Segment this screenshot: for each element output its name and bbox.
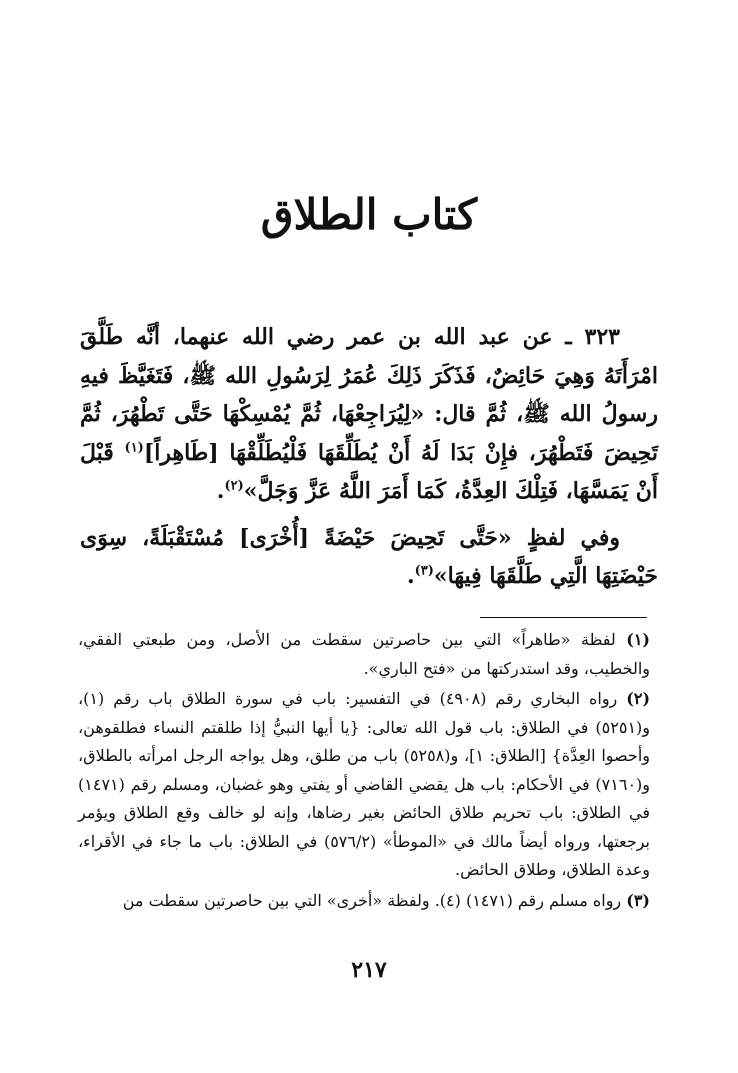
footnote-text: رواه مسلم رقم (١٤٧١) (٤). ولفظة «أخرى» التي بين حاصرتين سقطت من (122, 890, 622, 910)
footnote-reference: (٣) (414, 563, 434, 579)
hadith-paragraph-text-end: قَبْلَ أَنْ يَمَسَّهَا، فَتِلْكَ العِدَّةُ، كَمَا أَمَرَ اللَّهُ عَزَّ وَجَلَّ» (80, 439, 658, 504)
chapter-title: كتاب الطلاق (260, 190, 478, 239)
footnote-item (78, 685, 650, 885)
hadith-text (80, 318, 658, 596)
footnote-divider (480, 617, 647, 618)
footnote-reference: (١) (124, 440, 144, 456)
footnote-text: لفظة «طاهراً» التي بين حاصرتين سقطت من الأصل، ومن طبعتي الفقي، والخطيب، وقد استدركتها من «فتح الباري». (78, 630, 650, 678)
hadith-variant-close: . (406, 563, 415, 589)
footnotes (78, 626, 650, 915)
hadith-paragraph-text: ٣٢٣ ـ عن عبد الله بن عمر رضي الله عنهما، أنَّه طَلَّقَ امْرَأَتَهُ وَهِيَ حَائِضٌ، فَذَكَرَ ذَلِكَ عُمَرُ لِرَسُولِ الله ﷺ، فَتَغَيَّظَ فيهِ رسولُ الله ﷺ، ثُمَّ قال: «لِيُرَاجِعْهَا، ثُمَّ يُمْسِكْهَا حَتَّى تَطْهُرَ، ثُمَّ تَحِيضَ فَتَطْهُرَ، فإِنْ بَدَا لَهُ أَنْ يُطَلِّقَهَا فَلْيُطَلِّقْهَا [طَاهِراً] (80, 324, 658, 466)
footnote-text: رواه البخاري رقم (٤٩٠٨) في التفسير: باب في سورة الطلاق باب رقم (١)، و(٥٢٥١) في الطلاق: باب قول الله تعالى: {يا أيها النبيُّ إذا طلقتم النساء فطلقوهن، وأحصوا العِدَّة} [الطلاق: ١]، و(٥٢٥٨) باب من طلق، وهل يواجه الرجل امرأته بالطلاق، و(٧١٦٠) في الأحكام: باب هل يقضي القاضي أو يفتي وهو غضبان، ومسلم رقم (١٤٧١) في الطلاق: باب تحريم طلاق الحائض بغير رضاها، وإنه لو خالف وقع الطلاق ويؤمر برجعتها، ورواه أيضاً مالك في «الموطأ» (٥٧٦/٢) في الطلاق: باب ما جاء في الأقراء، وعدة الطلاق، وطلاق الحائض. (78, 689, 650, 879)
footnote-item (78, 887, 650, 916)
hadith-variant-text: وفي لفظٍ «حَتَّى تَحِيضَ حَيْضَةً [أُخْرَى] مُسْتَقْبَلَةً، سِوَى حَيْضَتِهَا الَّتِي طَلَّقَهَا فِيهَا» (80, 524, 658, 589)
footnote-number: (١) (626, 630, 650, 649)
footnote-item (78, 626, 650, 683)
footnote-reference: (٢) (224, 478, 244, 494)
footnote-number: (٣) (626, 890, 650, 910)
page-number: ٢١٧ (351, 957, 387, 983)
hadith-paragraph-close: . (216, 478, 225, 504)
hadith-variant-paragraph (80, 519, 658, 596)
hadith-paragraph (80, 318, 658, 511)
footnote-number: (٢) (626, 689, 651, 708)
